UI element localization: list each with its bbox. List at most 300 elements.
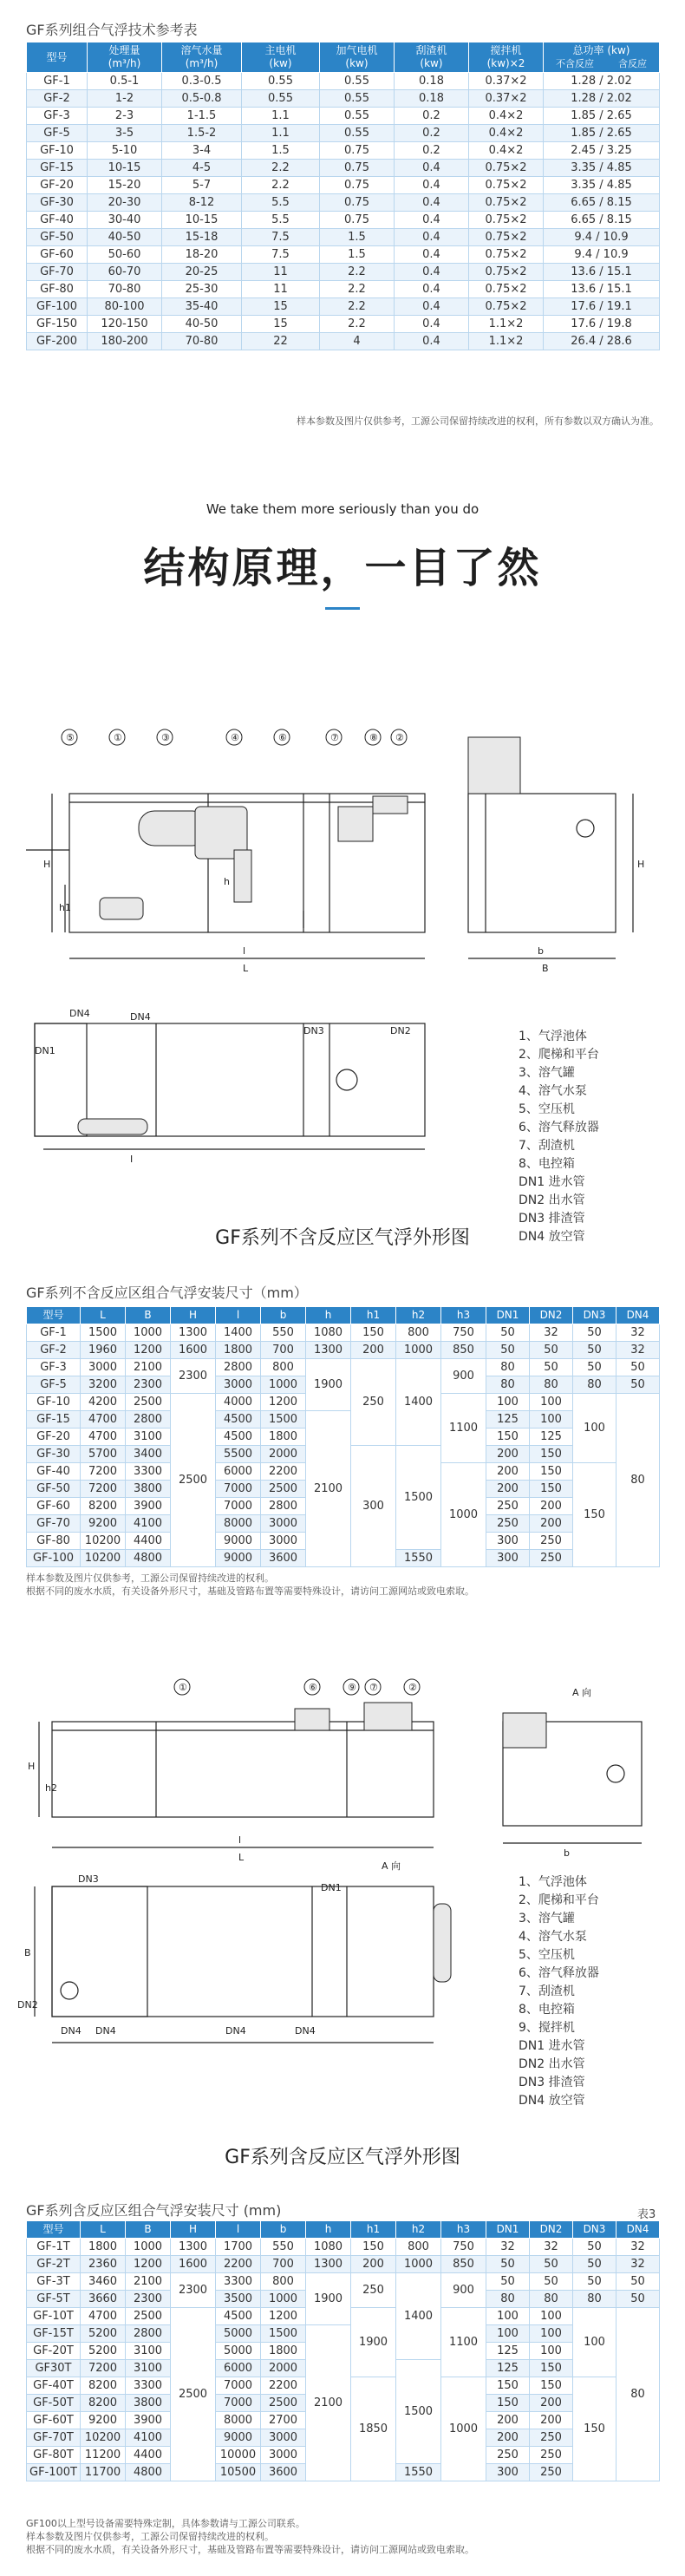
- table-cell: 2700: [261, 2412, 306, 2429]
- table-row: [27, 142, 660, 160]
- table-cell: 1.1×2: [469, 333, 544, 350]
- table-cell: 11: [242, 281, 320, 298]
- dim2-H: H: [28, 1761, 36, 1772]
- table-cell: 80-100: [88, 298, 162, 316]
- table-cell: 900: [441, 1359, 486, 1394]
- table-cell: 0.4×2: [469, 125, 544, 142]
- table-cell: 11700: [81, 2464, 126, 2481]
- table-cell: 4: [320, 333, 395, 350]
- table-cell: 50: [573, 2239, 616, 2256]
- table-cell: 3-4: [162, 142, 242, 160]
- table-cell: 0.75×2: [469, 160, 544, 177]
- table-cell: 1500: [81, 1324, 126, 1342]
- table-cell: 3000: [261, 2429, 306, 2447]
- pipe-DN4-a: DN4: [130, 1011, 151, 1023]
- table-cell: 0.5-0.8: [162, 90, 242, 108]
- table-cell: 0.2: [395, 108, 469, 125]
- table-cell: 5000: [216, 2343, 261, 2360]
- table-cell: 9.4 / 10.9: [544, 229, 660, 246]
- table-cell: 50: [616, 1376, 660, 1394]
- table-cell: 5700: [81, 1446, 126, 1463]
- table3: [26, 2220, 659, 2481]
- legend1-item: 3、溶气罐: [519, 1066, 575, 1080]
- spec-header-cell: 型号: [27, 42, 88, 73]
- table-cell: 3000: [261, 2447, 306, 2464]
- table-row: [27, 194, 660, 212]
- table-cell: 1800: [261, 1429, 306, 1446]
- table-cell: GF-100: [27, 1550, 81, 1567]
- table-cell: 2500: [126, 1394, 171, 1411]
- table-cell: 0.55: [242, 73, 320, 90]
- table-cell: GF-10T: [27, 2308, 81, 2325]
- table-cell: 150: [486, 2395, 530, 2412]
- table-header-cell: H: [171, 1307, 216, 1324]
- table-cell: 32: [616, 1342, 660, 1359]
- table-cell: 1.1×2: [469, 316, 544, 333]
- table-cell: 2.45 / 3.25: [544, 142, 660, 160]
- table-cell: 20-25: [162, 264, 242, 281]
- table-cell: 32: [530, 1324, 573, 1342]
- callout-6-text: ⑥: [278, 732, 287, 743]
- figure1-legend: [519, 1028, 675, 1246]
- table-cell: 0.75×2: [469, 246, 544, 264]
- table-header-cell: DN3: [573, 2221, 616, 2239]
- table-cell: 200: [486, 1481, 530, 1498]
- table-cell: 3.35 / 4.85: [544, 177, 660, 194]
- table-cell: 0.55: [320, 90, 395, 108]
- table-cell: 2800: [261, 1498, 306, 1515]
- table-cell: 250: [530, 2447, 573, 2464]
- table-cell: 4700: [81, 1429, 126, 1446]
- table-cell: 40-50: [162, 316, 242, 333]
- table-cell: 100: [530, 1394, 573, 1411]
- table-cell: 3460: [81, 2273, 126, 2291]
- table-cell: 4500: [216, 2308, 261, 2325]
- table-cell: 100: [530, 2308, 573, 2325]
- table-cell: 250: [530, 2464, 573, 2481]
- legend1-item: 5、空压机: [519, 1102, 575, 1116]
- table-cell: 0.75×2: [469, 212, 544, 229]
- table-cell: 700: [261, 1342, 306, 1359]
- table-cell: GF-1: [27, 73, 88, 90]
- table-cell: 150: [486, 1429, 530, 1446]
- table-cell: 150: [530, 1446, 573, 1463]
- dim-B: B: [542, 963, 549, 974]
- table-cell: 0.75: [320, 212, 395, 229]
- table-cell: 1.5: [320, 229, 395, 246]
- table-cell: 3800: [126, 1481, 171, 1498]
- table-cell: 1-1.5: [162, 108, 242, 125]
- table-cell: 200: [351, 2256, 396, 2273]
- table-cell: 6000: [216, 2360, 261, 2377]
- table-cell: GF-100T: [27, 2464, 81, 2481]
- table-cell: 9000: [216, 1550, 261, 1567]
- table-row: [27, 298, 660, 316]
- table-cell: 1500: [396, 2360, 441, 2464]
- table-cell: 1.5: [320, 246, 395, 264]
- table-header-cell: b: [261, 2221, 306, 2239]
- table2-note-2: 根据不同的废水水质，有关设备外形尺寸，基础及管路布置等需要特殊设计，请访问工源网站或致电索取。: [26, 1585, 474, 1597]
- table-row: [27, 160, 660, 177]
- table-header-cell: h1: [351, 1307, 396, 1324]
- spec-header-cell: 主电机 (kw): [242, 42, 320, 73]
- table-cell: 100: [486, 2308, 530, 2325]
- table-cell: 150: [486, 2377, 530, 2395]
- table-cell: 25-30: [162, 281, 242, 298]
- spec-header-cell: 刮渣机 (kw): [395, 42, 469, 73]
- table-cell: 125: [486, 2343, 530, 2360]
- spec-header-label: 总功率 (kw): [572, 44, 630, 56]
- table-row: [27, 264, 660, 281]
- table-cell: 200: [351, 1342, 396, 1359]
- table-cell: 2300: [126, 1376, 171, 1394]
- pipe-DN1: DN1: [35, 1045, 55, 1056]
- table-cell: 0.4: [395, 212, 469, 229]
- table-cell: 0.5-1: [88, 73, 162, 90]
- table-header-cell: l: [216, 2221, 261, 2239]
- callout2-6-text: ⑥: [309, 1682, 317, 1693]
- table3-note-2: 样本参数及图片仅供参考，工源公司保留持续改进的权利。: [26, 2531, 274, 2542]
- figure1-plan-view: [35, 1008, 425, 1165]
- table-cell: 0.55: [320, 108, 395, 125]
- table-cell: GF-3: [27, 1359, 81, 1376]
- table-cell: 4700: [81, 1411, 126, 1429]
- table-cell: 9000: [216, 1533, 261, 1550]
- table-cell: 2500: [171, 1394, 216, 1567]
- pipe2-DN4-a: DN4: [61, 2025, 82, 2037]
- legend2-item: 8、电控箱: [519, 2003, 575, 2017]
- table-cell: 250: [486, 2447, 530, 2464]
- table-cell: GF-5T: [27, 2291, 81, 2308]
- table-cell: GF-3: [27, 108, 88, 125]
- table-header-cell: h1: [351, 2221, 396, 2239]
- table-cell: 0.55: [320, 125, 395, 142]
- table-cell: 4800: [126, 2464, 171, 2481]
- legend1-item: DN1 进水管: [519, 1175, 585, 1189]
- table-cell: 0.75×2: [469, 264, 544, 281]
- dim2-b: b: [564, 1847, 570, 1859]
- table-cell: 850: [441, 2256, 486, 2273]
- table-cell: 250: [486, 1515, 530, 1533]
- table-cell: 50: [616, 2273, 660, 2291]
- callout-3-text: ③: [161, 732, 170, 743]
- table-row: [27, 1324, 660, 1342]
- table-cell: 1200: [126, 1342, 171, 1359]
- table-header-cell: DN4: [616, 1307, 660, 1324]
- table-cell: 4500: [216, 1429, 261, 1446]
- table-cell: 125: [486, 2360, 530, 2377]
- table-cell: 0.2: [395, 125, 469, 142]
- table2-note-1: 样本参数及图片仅供参考，工源公司保留持续改进的权利。: [26, 1572, 274, 1584]
- table-cell: 0.4: [395, 246, 469, 264]
- table-cell: 0.75: [320, 142, 395, 160]
- table-cell: 10200: [81, 2429, 126, 2447]
- table-cell: 1300: [306, 1342, 351, 1359]
- table-header-cell: DN2: [530, 1307, 573, 1324]
- table-cell: 0.2: [395, 142, 469, 160]
- table-cell: 4000: [216, 1394, 261, 1411]
- table-cell: 150: [530, 1463, 573, 1481]
- table-cell: 8200: [81, 1498, 126, 1515]
- table-header-cell: h: [306, 1307, 351, 1324]
- table-cell: 1.28 / 2.02: [544, 73, 660, 90]
- table-cell: 200: [486, 2412, 530, 2429]
- table-cell: 1850: [351, 2377, 396, 2481]
- table-cell: 70-80: [88, 281, 162, 298]
- table-cell: 3600: [261, 2464, 306, 2481]
- table-cell: 1000: [261, 1376, 306, 1394]
- table-header-cell: L: [81, 2221, 126, 2239]
- table-cell: 5500: [216, 1446, 261, 1463]
- table-cell: 0.4: [395, 281, 469, 298]
- table-row: [27, 246, 660, 264]
- table-cell: 1.5: [242, 142, 320, 160]
- pipe-DN3: DN3: [303, 1025, 324, 1036]
- table-cell: GF-30: [27, 1446, 81, 1463]
- table-cell: 10200: [81, 1550, 126, 1567]
- table-row: [27, 73, 660, 90]
- table-cell: 3300: [216, 2273, 261, 2291]
- table-cell: GF-2: [27, 90, 88, 108]
- table3-notes: [26, 2517, 659, 2556]
- legend1-item: 7、刮渣机: [519, 1139, 575, 1153]
- table-cell: 32: [616, 1324, 660, 1342]
- table-cell: 100: [530, 2343, 573, 2360]
- table-cell: 8200: [81, 2395, 126, 2412]
- dim-l-plan: I: [130, 1154, 134, 1165]
- table-cell: 15: [242, 316, 320, 333]
- table2: [26, 1306, 659, 1567]
- legend2-item: DN1 进水管: [519, 2039, 585, 2053]
- table-cell: 150: [573, 2377, 616, 2481]
- dim2-B: B: [24, 1947, 31, 1958]
- table-cell: 10500: [216, 2464, 261, 2481]
- table-cell: 1000: [396, 1342, 441, 1359]
- table-cell: 7.5: [242, 246, 320, 264]
- table-cell: 2.2: [320, 298, 395, 316]
- table-cell: GF-150: [27, 316, 88, 333]
- table-cell: 1300: [171, 1324, 216, 1342]
- table-cell: 10200: [81, 1533, 126, 1550]
- table-header-cell: DN2: [530, 2221, 573, 2239]
- table-cell: 3600: [261, 1550, 306, 1567]
- legend1-item: 1、气浮池体: [519, 1030, 587, 1043]
- dim-l: l: [243, 945, 246, 957]
- table-cell: GF-100: [27, 298, 88, 316]
- table-cell: 1080: [306, 2239, 351, 2256]
- table-cell: 0.4: [395, 264, 469, 281]
- table-cell: 2100: [306, 1411, 351, 1567]
- table-cell: 100: [530, 1411, 573, 1429]
- table-cell: 2200: [261, 2377, 306, 2395]
- table-cell: 15-20: [88, 177, 162, 194]
- table-cell: 300: [351, 1446, 396, 1567]
- table-cell: 7200: [81, 1481, 126, 1498]
- table-header-cell: B: [126, 1307, 171, 1324]
- table-cell: 0.4: [395, 316, 469, 333]
- table-cell: 0.18: [395, 73, 469, 90]
- table-cell: 2300: [126, 2291, 171, 2308]
- table-cell: 9200: [81, 2412, 126, 2429]
- table-cell: 200: [530, 1515, 573, 1533]
- table-cell: 50: [530, 1359, 573, 1376]
- table-cell: 6.65 / 8.15: [544, 194, 660, 212]
- table-cell: 13.6 / 15.1: [544, 264, 660, 281]
- table-cell: 7.5: [242, 229, 320, 246]
- table-cell: GF-80: [27, 281, 88, 298]
- table-cell: 50: [616, 1359, 660, 1376]
- table-cell: GF-10: [27, 1394, 81, 1411]
- pipe2-DN4-c: DN4: [225, 2025, 246, 2037]
- table-cell: 1.1: [242, 108, 320, 125]
- table-cell: 850: [441, 1342, 486, 1359]
- figure2-callouts: [28, 1679, 420, 1863]
- pipe2-DN2: DN2: [17, 1999, 38, 2010]
- table-cell: 5000: [216, 2325, 261, 2343]
- table-cell: 1200: [126, 2256, 171, 2273]
- table-cell: GF-80: [27, 1533, 81, 1550]
- table-cell: 4800: [126, 1550, 171, 1567]
- table-cell: 250: [530, 1533, 573, 1550]
- table-cell: 9.4 / 10.9: [544, 246, 660, 264]
- legend1-item: 4、溶气水泵: [519, 1084, 587, 1098]
- table-cell: 11200: [81, 2447, 126, 2464]
- table-cell: 750: [441, 2239, 486, 2256]
- table-cell: 800: [396, 2239, 441, 2256]
- table-cell: 4200: [81, 1394, 126, 1411]
- table-cell: 1500: [396, 1446, 441, 1550]
- table-cell: 17.6 / 19.8: [544, 316, 660, 333]
- table-cell: 200: [530, 2412, 573, 2429]
- table-cell: 8000: [216, 2412, 261, 2429]
- table-header-cell: h: [306, 2221, 351, 2239]
- table-row: [27, 1411, 660, 1429]
- table-cell: 1.85 / 2.65: [544, 108, 660, 125]
- hero-accent-bar: [325, 607, 360, 610]
- table-cell: 7000: [216, 2395, 261, 2412]
- table-cell: 1300: [171, 2239, 216, 2256]
- table-cell: 1.5-2: [162, 125, 242, 142]
- table-cell: 4500: [216, 1411, 261, 1429]
- table-cell: 800: [261, 1359, 306, 1376]
- table-row: [27, 90, 660, 108]
- table-cell: 1300: [306, 2256, 351, 2273]
- table-cell: 80: [573, 2291, 616, 2308]
- table-cell: GF-60T: [27, 2412, 81, 2429]
- table-cell: 3000: [216, 1376, 261, 1394]
- table-cell: 5-10: [88, 142, 162, 160]
- spec-table: [26, 42, 659, 350]
- table-cell: 2000: [261, 1446, 306, 1463]
- table-cell: 1800: [261, 2343, 306, 2360]
- legend2-item: 6、溶气释放器: [519, 1966, 599, 1980]
- table-cell: 4700: [81, 2308, 126, 2325]
- table-cell: 50: [530, 2273, 573, 2291]
- table-cell: 50: [486, 2273, 530, 2291]
- table-cell: GF-50: [27, 229, 88, 246]
- table-cell: 750: [441, 1324, 486, 1342]
- table-cell: 1600: [171, 1342, 216, 1359]
- table-cell: 15-18: [162, 229, 242, 246]
- table-row: [27, 2239, 660, 2256]
- pipe2-DN4-b: DN4: [95, 2025, 116, 2037]
- table-cell: 200: [486, 1463, 530, 1481]
- table-header-cell: h3: [441, 2221, 486, 2239]
- table-cell: 200: [530, 1498, 573, 1515]
- table-cell: 2500: [126, 2308, 171, 2325]
- table-cell: 1500: [261, 2325, 306, 2343]
- callout2-9-text: ⑨: [348, 1682, 356, 1693]
- table-row: [27, 177, 660, 194]
- table-cell: 0.4×2: [469, 108, 544, 125]
- table3-tag: 表3: [637, 2208, 656, 2221]
- table-row: [27, 125, 660, 142]
- table-cell: 18-20: [162, 246, 242, 264]
- table-row: [27, 108, 660, 125]
- table-cell: 3300: [126, 2377, 171, 2395]
- table-cell: GF-15: [27, 160, 88, 177]
- table-cell: 0.75×2: [469, 194, 544, 212]
- table-cell: 300: [486, 2464, 530, 2481]
- table-cell: GF-5: [27, 1376, 81, 1394]
- table-cell: 0.4: [395, 177, 469, 194]
- pipe2-DN4-d: DN4: [295, 2025, 316, 2037]
- table-cell: 2100: [126, 2273, 171, 2291]
- table-cell: 1500: [261, 1411, 306, 1429]
- table-cell: 100: [530, 2325, 573, 2343]
- table-cell: 2.2: [320, 316, 395, 333]
- table-cell: 900: [441, 2273, 486, 2308]
- legend2-item: DN3 排渣管: [519, 2076, 585, 2089]
- table-cell: 0.75: [320, 177, 395, 194]
- table-cell: 1080: [306, 1324, 351, 1342]
- dim-H-front: H: [43, 859, 51, 870]
- hero-title: 结构原理，一目了然: [143, 544, 542, 592]
- table-row: [27, 281, 660, 298]
- table-cell: 0.18: [395, 90, 469, 108]
- table-cell: 0.37×2: [469, 73, 544, 90]
- callout-7-text: ⑦: [330, 732, 339, 743]
- table-cell: GF-70T: [27, 2429, 81, 2447]
- table-cell: 3900: [126, 1498, 171, 1515]
- table-cell: 150: [573, 1463, 616, 1567]
- table-cell: 1550: [396, 2464, 441, 2481]
- table-cell: 0.4: [395, 194, 469, 212]
- table-cell: GF-15: [27, 1411, 81, 1429]
- table-cell: 150: [530, 2377, 573, 2395]
- spec-header-cell: 加气电机 (kw): [320, 42, 395, 73]
- callout2-1-text: ①: [179, 1682, 187, 1693]
- section-a-label: A 向: [572, 1687, 592, 1698]
- legend2-item: 7、刮渣机: [519, 1984, 575, 1998]
- table-cell: 150: [351, 1324, 396, 1342]
- hero-subtitle: We take them more seriously than you do: [206, 501, 480, 517]
- table-cell: 7000: [216, 1498, 261, 1515]
- table-cell: 17.6 / 19.1: [544, 298, 660, 316]
- table-cell: 3100: [126, 2343, 171, 2360]
- pipe2-DN3: DN3: [78, 1873, 99, 1885]
- table-cell: 3400: [126, 1446, 171, 1463]
- dim2-L: L: [238, 1852, 245, 1863]
- table-cell: 3000: [261, 1515, 306, 1533]
- dim-b: b: [538, 945, 544, 957]
- table-cell: GF-200: [27, 333, 88, 350]
- table-header-cell: 型号: [27, 2221, 81, 2239]
- legend2-item: 9、搅拌机: [519, 2021, 575, 2035]
- table-cell: 3000: [261, 1533, 306, 1550]
- table-cell: GF-20T: [27, 2343, 81, 2360]
- figure2-front-view: [39, 1703, 434, 1847]
